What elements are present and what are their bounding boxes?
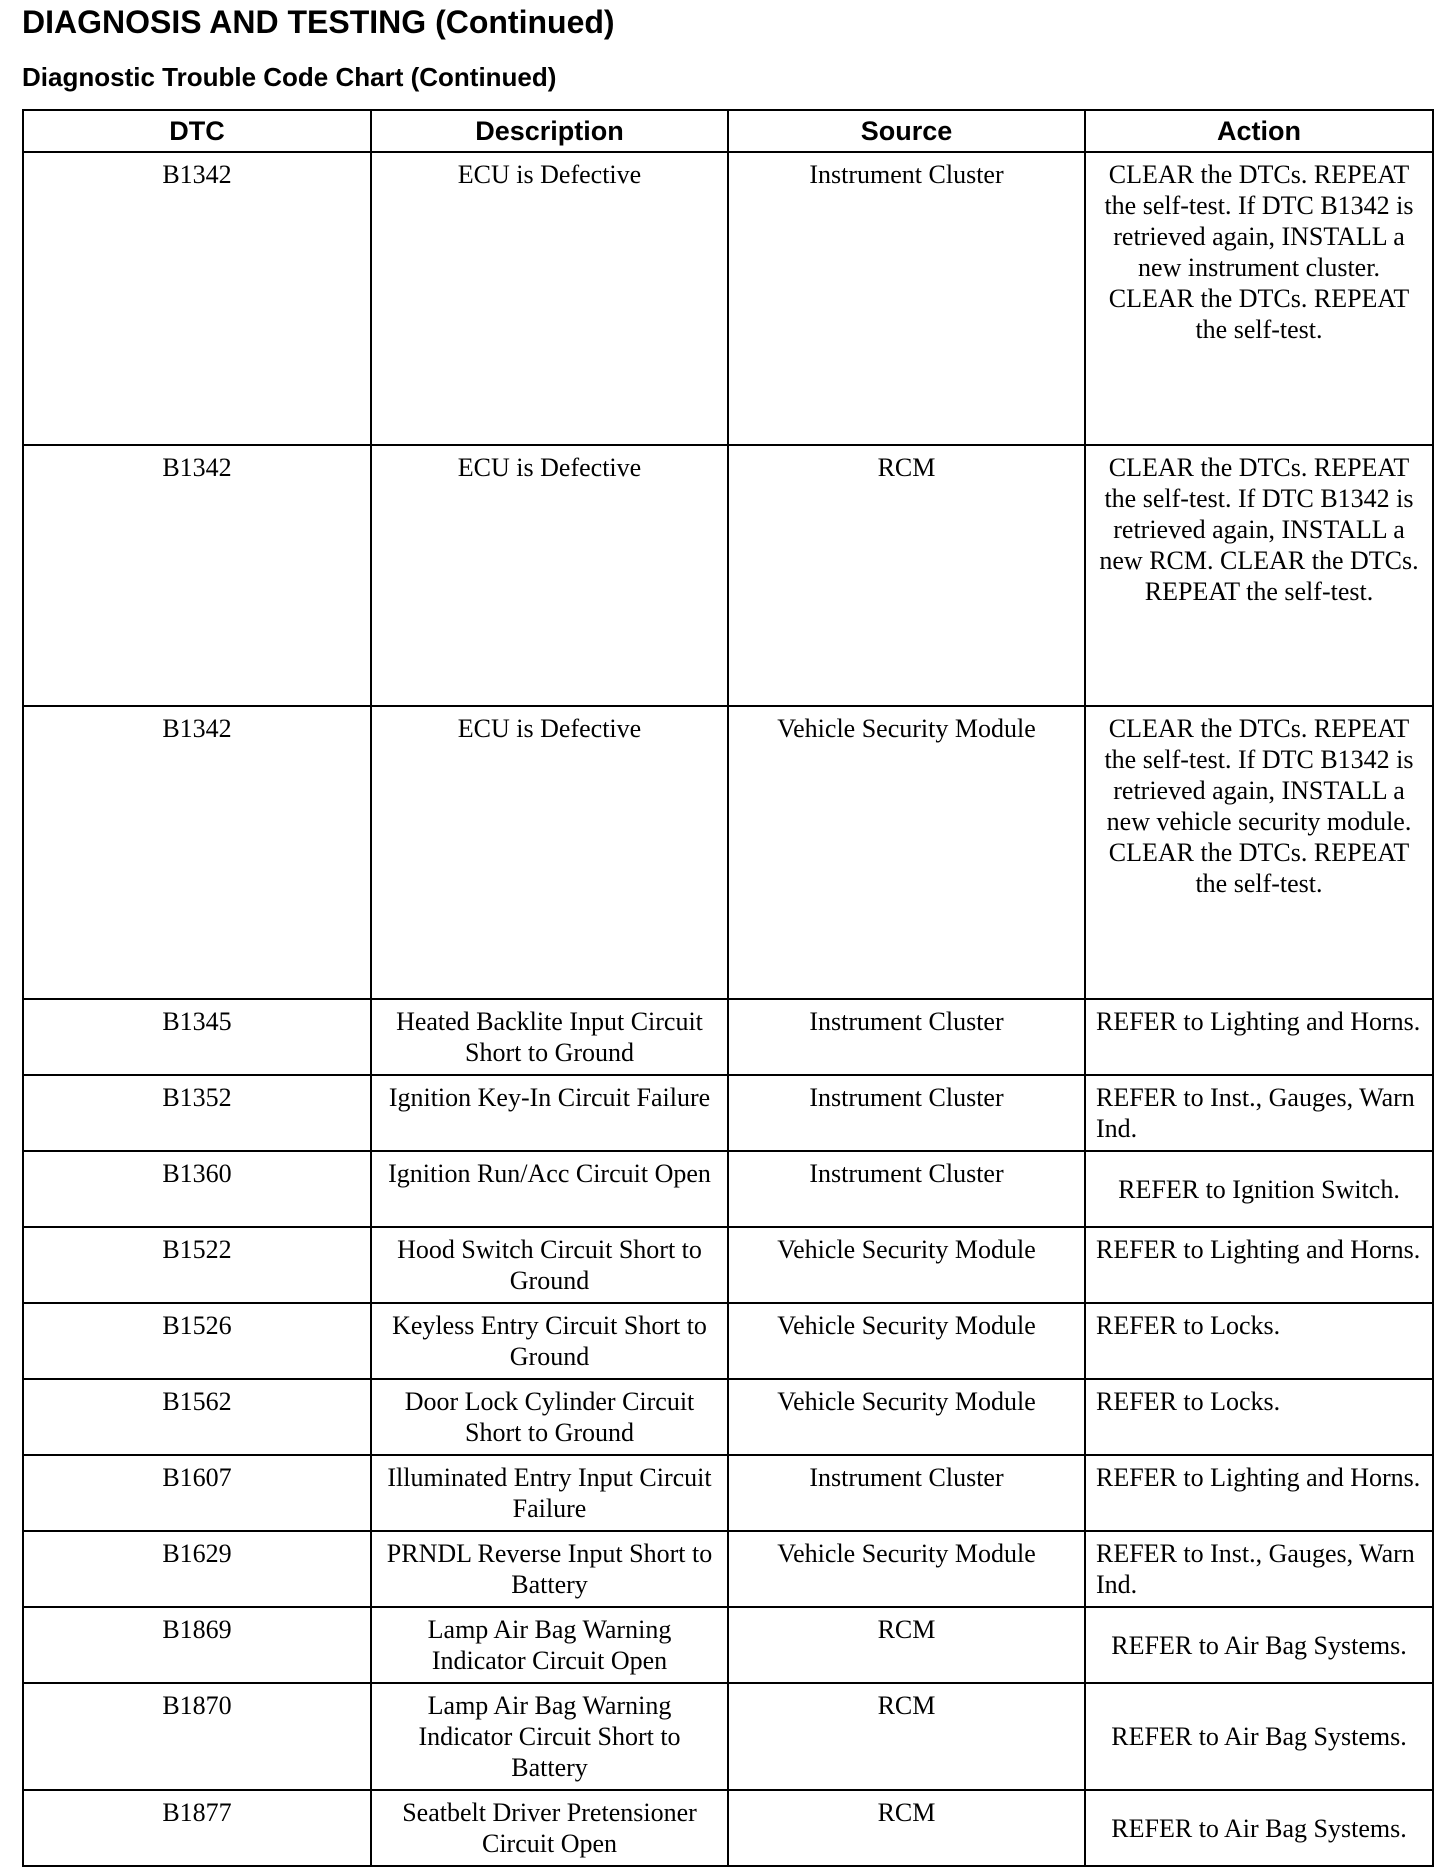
source-cell: RCM: [728, 1683, 1085, 1790]
description-cell: Lamp Air Bag Warning Indicator Circuit Open: [371, 1607, 728, 1683]
source-cell: RCM: [728, 1607, 1085, 1683]
table-row: [23, 1531, 1433, 1607]
action-cell: REFER to Locks.: [1085, 1303, 1433, 1379]
page-title: DIAGNOSIS AND TESTING (Continued): [22, 4, 615, 40]
table-row: [23, 1607, 1433, 1683]
table-row: [23, 1683, 1433, 1790]
table-row: [23, 999, 1433, 1075]
table-row: [23, 1379, 1433, 1455]
table-row: [23, 1790, 1433, 1866]
dtc-cell: B1522: [23, 1227, 371, 1303]
dtc-cell: B1342: [23, 706, 371, 999]
action-cell: REFER to Air Bag Systems.: [1085, 1790, 1433, 1866]
description-cell: Lamp Air Bag Warning Indicator Circuit Short to Battery: [371, 1683, 728, 1790]
dtc-cell: B1629: [23, 1531, 371, 1607]
action-cell: REFER to Lighting and Horns.: [1085, 1227, 1433, 1303]
table-row: [23, 1303, 1433, 1379]
table-row: [23, 1075, 1433, 1151]
dtc-cell: B1869: [23, 1607, 371, 1683]
source-cell: Vehicle Security Module: [728, 1379, 1085, 1455]
table-row: [23, 1455, 1433, 1531]
action-cell: REFER to Locks.: [1085, 1379, 1433, 1455]
source-cell: Instrument Cluster: [728, 999, 1085, 1075]
action-cell: REFER to Ignition Switch.: [1085, 1151, 1433, 1227]
action-cell: REFER to Air Bag Systems.: [1085, 1607, 1433, 1683]
action-cell: CLEAR the DTCs. REPEAT the self-test. If DTC B1342 is retrieved again, INSTALL a new instrument cluster. CLEAR the DTCs. REPEAT the self-test.: [1085, 152, 1433, 445]
dtc-cell: B1352: [23, 1075, 371, 1151]
description-cell: Seatbelt Driver Pretensioner Circuit Open: [371, 1790, 728, 1866]
description-cell: Ignition Key-In Circuit Failure: [371, 1075, 728, 1151]
dtc-cell: B1342: [23, 445, 371, 706]
source-cell: Instrument Cluster: [728, 152, 1085, 445]
description-cell: Door Lock Cylinder Circuit Short to Ground: [371, 1379, 728, 1455]
description-cell: Hood Switch Circuit Short to Ground: [371, 1227, 728, 1303]
description-cell: Ignition Run/Acc Circuit Open: [371, 1151, 728, 1227]
source-cell: Vehicle Security Module: [728, 1227, 1085, 1303]
column-header-action: Action: [1085, 110, 1433, 152]
dtc-cell: B1877: [23, 1790, 371, 1866]
description-cell: ECU is Defective: [371, 152, 728, 445]
description-cell: ECU is Defective: [371, 706, 728, 999]
action-cell: REFER to Inst., Gauges, Warn Ind.: [1085, 1531, 1433, 1607]
dtc-cell: B1562: [23, 1379, 371, 1455]
description-cell: Heated Backlite Input Circuit Short to Ground: [371, 999, 728, 1075]
description-cell: Illuminated Entry Input Circuit Failure: [371, 1455, 728, 1531]
action-cell: CLEAR the DTCs. REPEAT the self-test. If DTC B1342 is retrieved again, INSTALL a new vehicle security module. CLEAR the DTCs. REPEAT the self-test.: [1085, 706, 1433, 999]
dtc-cell: B1526: [23, 1303, 371, 1379]
source-cell: Vehicle Security Module: [728, 1531, 1085, 1607]
source-cell: Instrument Cluster: [728, 1075, 1085, 1151]
action-cell: REFER to Lighting and Horns.: [1085, 999, 1433, 1075]
table-row: [23, 706, 1433, 999]
column-header-description: Description: [371, 110, 728, 152]
action-cell: REFER to Inst., Gauges, Warn Ind.: [1085, 1075, 1433, 1151]
source-cell: Vehicle Security Module: [728, 1303, 1085, 1379]
dtc-cell: B1870: [23, 1683, 371, 1790]
dtc-cell: B1607: [23, 1455, 371, 1531]
dtc-cell: B1360: [23, 1151, 371, 1227]
description-cell: PRNDL Reverse Input Short to Battery: [371, 1531, 728, 1607]
source-cell: Vehicle Security Module: [728, 706, 1085, 999]
table-row: [23, 445, 1433, 706]
table-row: [23, 152, 1433, 445]
table-header-row: [23, 110, 1433, 152]
dtc-cell: B1342: [23, 152, 371, 445]
column-header-source: Source: [728, 110, 1085, 152]
dtc-cell: B1345: [23, 999, 371, 1075]
table-row: [23, 1151, 1433, 1227]
section-title: Diagnostic Trouble Code Chart (Continued): [22, 62, 557, 92]
action-cell: REFER to Lighting and Horns.: [1085, 1455, 1433, 1531]
action-cell: CLEAR the DTCs. REPEAT the self-test. If DTC B1342 is retrieved again, INSTALL a new RCM. CLEAR the DTCs. REPEAT the self-test.: [1085, 445, 1433, 706]
table-row: [23, 1227, 1433, 1303]
dtc-table: [22, 109, 1434, 1867]
source-cell: Instrument Cluster: [728, 1455, 1085, 1531]
description-cell: Keyless Entry Circuit Short to Ground: [371, 1303, 728, 1379]
source-cell: RCM: [728, 445, 1085, 706]
source-cell: Instrument Cluster: [728, 1151, 1085, 1227]
source-cell: RCM: [728, 1790, 1085, 1866]
description-cell: ECU is Defective: [371, 445, 728, 706]
column-header-dtc: DTC: [23, 110, 371, 152]
action-cell: REFER to Air Bag Systems.: [1085, 1683, 1433, 1790]
